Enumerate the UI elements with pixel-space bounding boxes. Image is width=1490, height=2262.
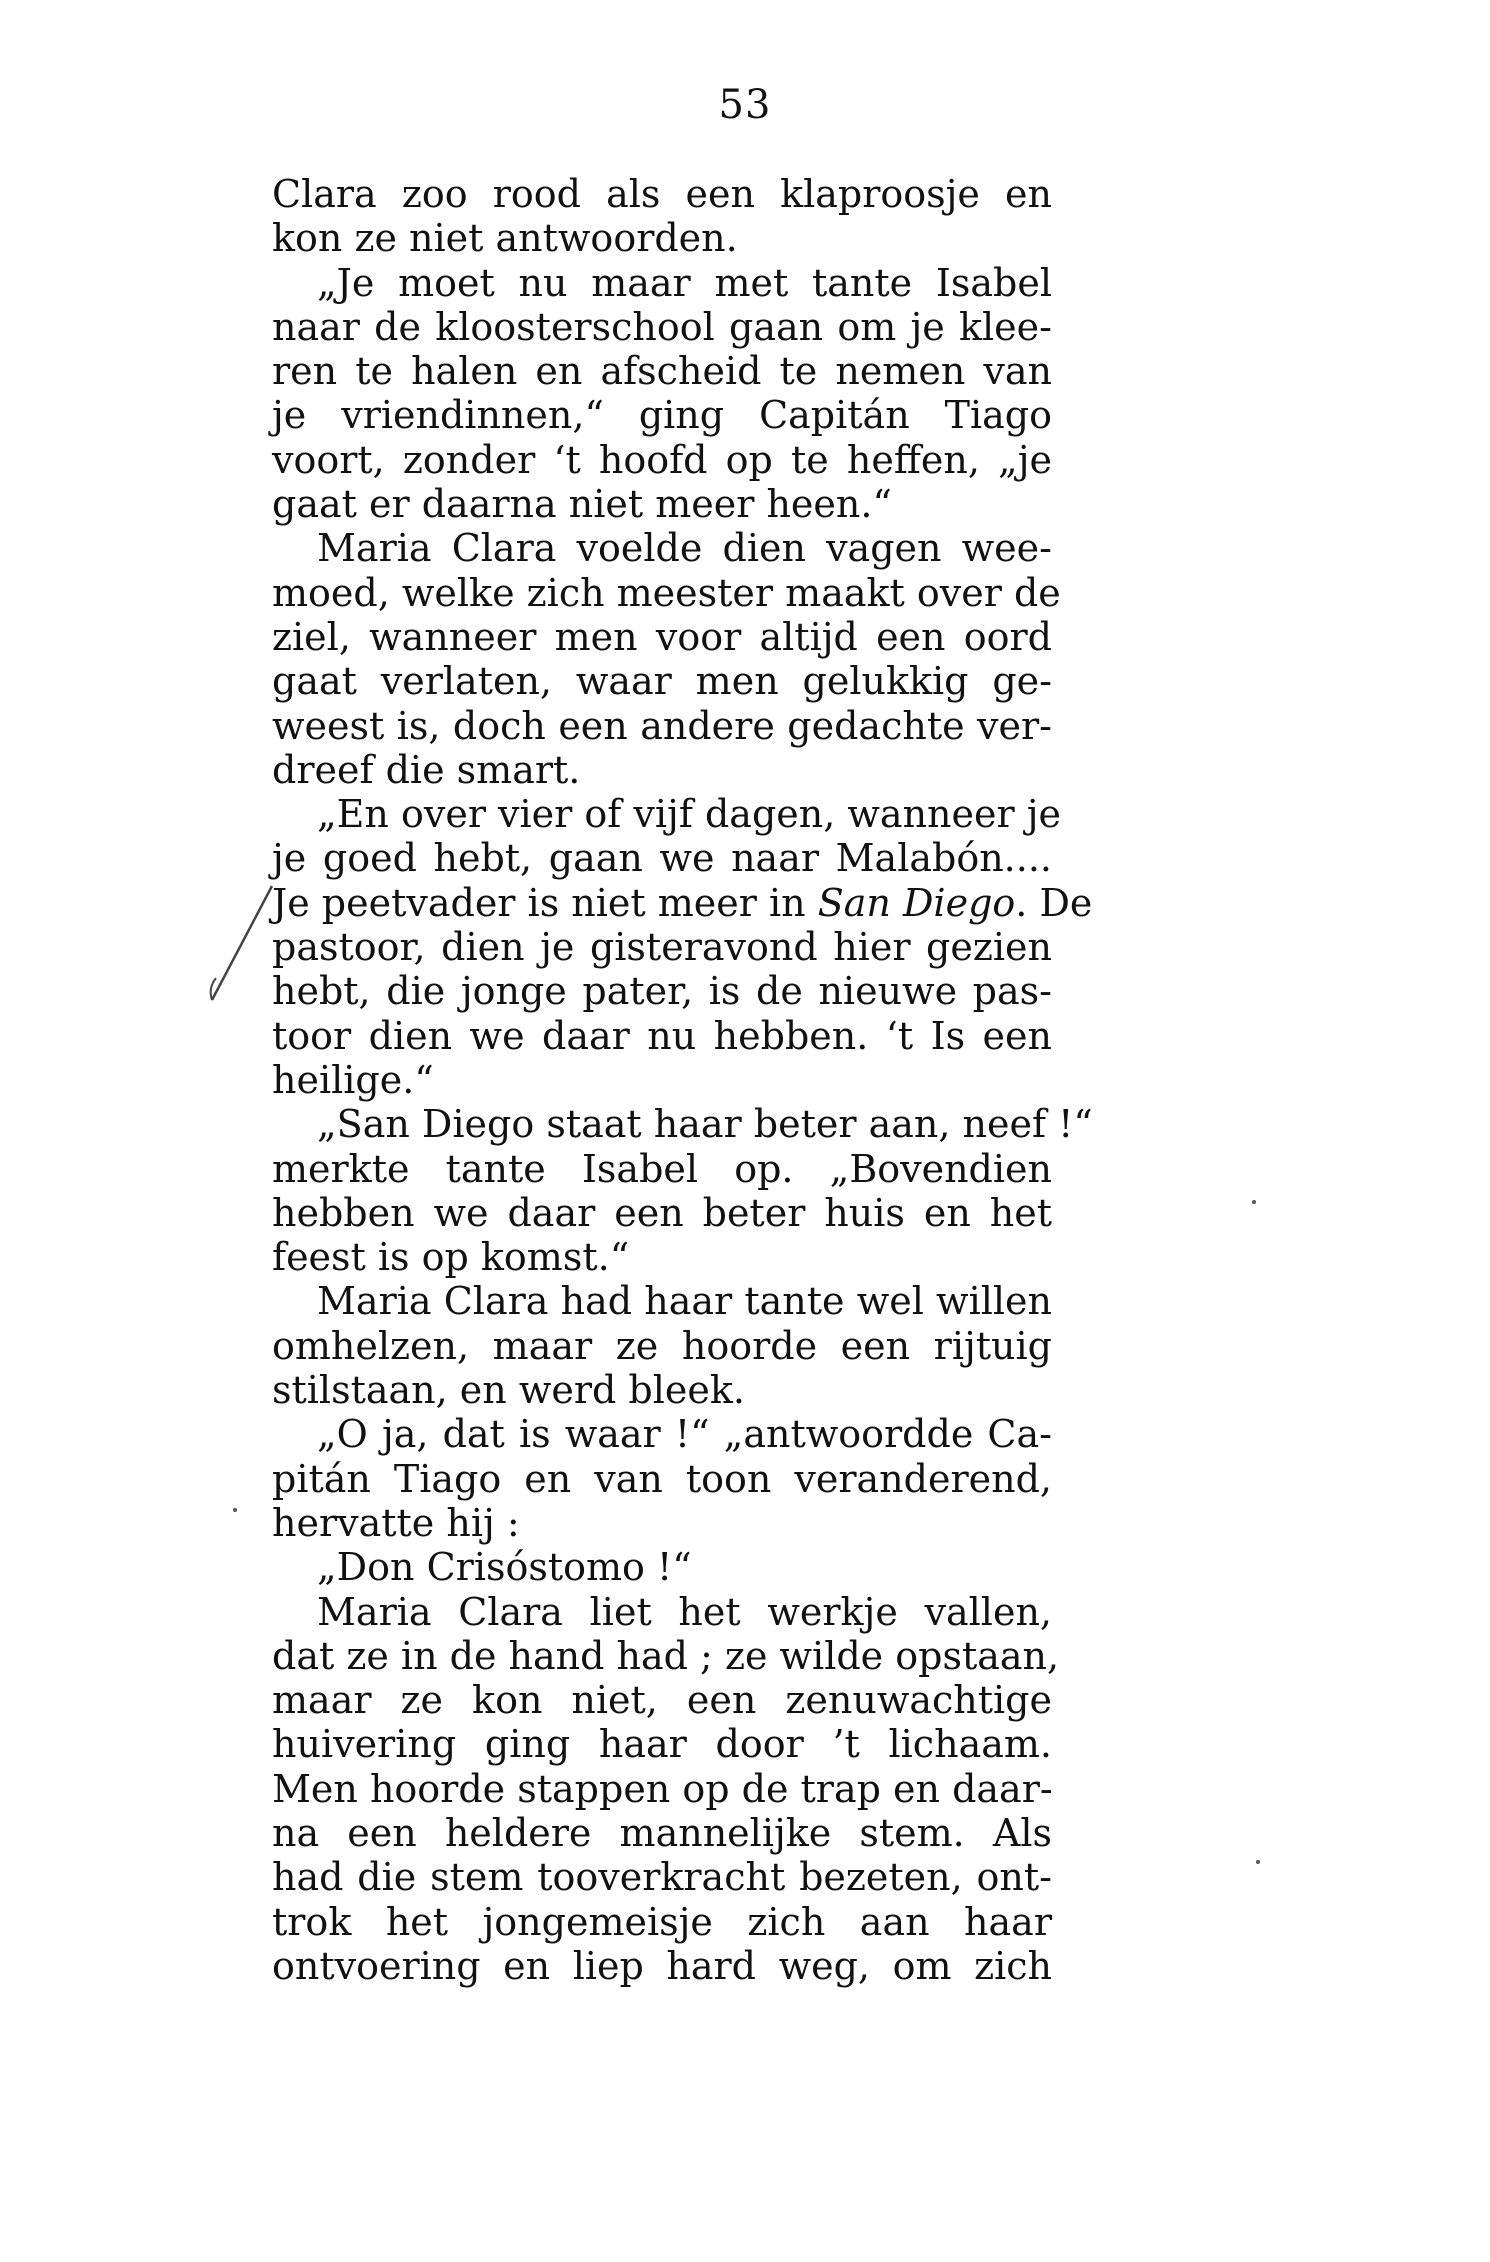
text-line: kon ze niet antwoorden. (272, 216, 738, 261)
text-line: pastoor, dien je gisteravond hier gezien (272, 925, 1052, 970)
text-line: omhelzen, maar ze hoorde een rijtuig (272, 1323, 1052, 1368)
text-line: Clara zoo rood als een klaproosje en (272, 172, 1052, 216)
handwritten-pencil-mark (202, 878, 282, 1008)
text-line: stilstaan, en werd bleek. (272, 1368, 745, 1413)
text-line: Je peetvader is niet meer in San Diego. De (272, 880, 1093, 925)
text-line: moed, welke zich meester maakt over de (272, 570, 1061, 615)
text-line: dreef die smart. (272, 747, 581, 792)
text-line: voort, zonder ‘t hoofd op te heffen, „je (272, 437, 1052, 482)
text-line: Maria Clara liet het werkje vallen, (317, 1589, 1052, 1634)
text-line: had die stem tooverkracht bezeten, ont- (272, 1855, 1052, 1900)
text-line: „O ja, dat is waar !“ „antwoordde Ca- (317, 1412, 1052, 1457)
text-line: huivering ging haar door ’t lichaam. (272, 1722, 1052, 1767)
text-line: ren te halen en afscheid te nemen van (272, 349, 1052, 394)
body-text (272, 172, 1093, 1988)
text-line: naar de kloosterschool gaan om je klee- (272, 304, 1052, 349)
text-line: maar ze kon niet, een zenuwachtige (272, 1678, 1052, 1723)
text-line: pitán Tiago en van toon veranderend, (272, 1456, 1052, 1501)
text-line: „San Diego staat haar beter aan, neef !“ (317, 1102, 1093, 1147)
text-line: hervatte hij : (272, 1500, 520, 1545)
text-line: hebt, die jonge pater, is de nieuwe pas- (272, 969, 1052, 1014)
text-line: gaat verlaten, waar men gelukkig ge- (272, 659, 1052, 704)
text-line: heilige.“ (272, 1057, 434, 1102)
text-line: „Je moet nu maar met tante Isabel (317, 260, 1052, 305)
margin-speck (1252, 1200, 1256, 1204)
italic-place-name: San Diego (817, 880, 1016, 925)
text-line: „Don Crisóstomo !“ (317, 1545, 692, 1590)
text-line: trok het jongemeisje zich aan haar (272, 1899, 1052, 1944)
text-line: je goed hebt, gaan we naar Malabón.... (272, 836, 1052, 881)
text-line: gaat er daarna niet meer heen.“ (272, 482, 892, 527)
text-line: merkte tante Isabel op. „Bovendien (272, 1146, 1052, 1191)
text-line: Maria Clara voelde dien vagen wee- (317, 526, 1052, 571)
text-line: weest is, doch een andere gedachte ver- (272, 703, 1052, 748)
text-line: ziel, wanneer men voor altijd een oord (272, 614, 1052, 659)
text-line: Maria Clara had haar tante wel willen (317, 1279, 1052, 1324)
text-line: je vriendinnen,“ ging Capitán Tiago (272, 393, 1052, 438)
page-number: 53 (718, 82, 772, 128)
text-line: hebben we daar een beter huis en het (272, 1190, 1052, 1235)
text-line: feest is op komst.“ (272, 1235, 630, 1280)
text-line: „En over vier of vijf dagen, wanneer je (317, 792, 1062, 837)
text-line: na een heldere mannelijke stem. Als (272, 1810, 1052, 1855)
text-line: toor dien we daar nu hebben. ‘t Is een (272, 1013, 1052, 1058)
margin-speck (1256, 1860, 1260, 1864)
margin-speck (233, 1508, 237, 1512)
text-line: dat ze in de hand had ; ze wilde opstaan, (272, 1633, 1060, 1678)
text-line: ontvoering en liep hard weg, om zich (272, 1943, 1052, 1988)
text-line: Men hoorde stappen op de trap en daar- (272, 1766, 1053, 1811)
